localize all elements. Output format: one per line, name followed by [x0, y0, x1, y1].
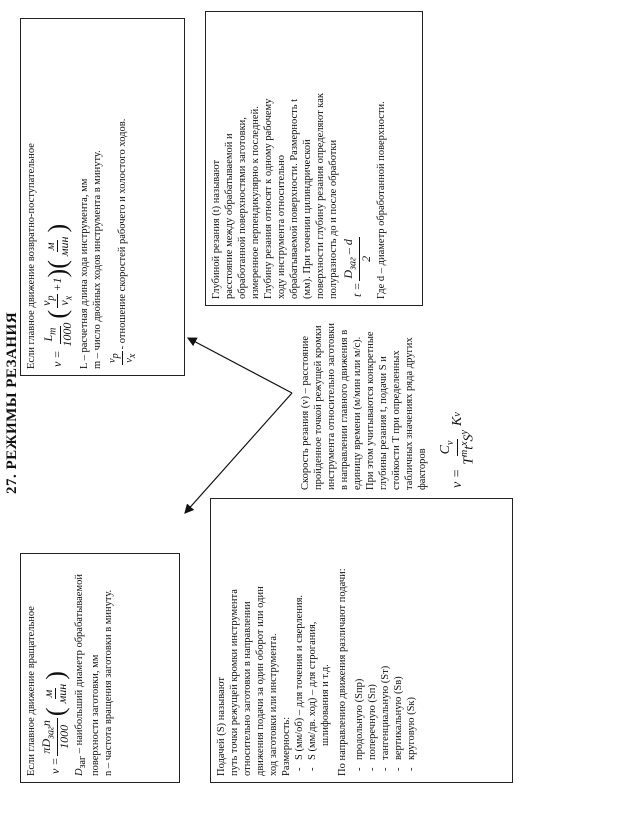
def-d-text: – наибольший диаметр обрабатываемой поверхности заготовки, мм [74, 574, 102, 776]
def-l: L – расчетная длина хода инструмента, мм [78, 178, 90, 369]
def-ratio-text: - отношение скоростей рабочего и холостого ходов. [116, 118, 128, 350]
depth-line: полуразность до и после обработки [328, 139, 339, 299]
feed-dims-cont: шлифования и т.д. [320, 664, 331, 746]
speed-line: глубины резания t, подачи S и [378, 356, 389, 490]
fraction-num: C [438, 444, 453, 455]
feed-line: относительно заготовки в направлении [242, 601, 253, 776]
feed-line: движения подачи за один оборот или один [255, 586, 266, 776]
ratio-num-sub: p [45, 295, 57, 301]
den-exp-x: x [458, 441, 470, 446]
den-s: S [461, 434, 477, 442]
feed-line: Размерность: [281, 716, 292, 776]
feed-line: путь точки режущей кромки инструмента [229, 589, 240, 776]
plus-one: +1 [50, 277, 65, 292]
ratio-num: v [39, 300, 53, 306]
arrow-to-reciprocal [188, 338, 292, 393]
depth-line: (мм). При точении цилиндрической [302, 139, 313, 299]
fraction-num-sub: v [444, 440, 456, 445]
list-item: - продольную (Sпр) [353, 505, 366, 760]
reciprocal-motion-box [20, 18, 185, 376]
depth-line: поверхности глубину резания определяют как [315, 92, 326, 299]
fraction [40, 718, 71, 756]
speed-line: Скорость резания (v) – расстояние [300, 336, 311, 490]
list-item: - круговую (Sк) [405, 505, 418, 760]
arrow-to-rotational [185, 393, 292, 513]
def-ratio-num: v [106, 358, 118, 363]
ratio-fraction [40, 294, 76, 308]
depth-line: обрабатываемой поверхности. Размерность t [289, 98, 300, 299]
speed-formula [439, 295, 475, 488]
page-title: 27. РЕЖИМЫ РЕЗАНИЯ [4, 311, 20, 495]
formula-t: t = [350, 282, 365, 297]
fraction-num: πD [39, 738, 53, 754]
list-item: - S (мм/об) – для точения и сверления. [293, 505, 306, 760]
unit-fraction [44, 234, 71, 258]
feed-box [210, 498, 513, 783]
fraction [342, 237, 373, 280]
feed-line: Подачей (S) называют [216, 676, 227, 776]
def-n: n – частота вращения заготовки в минуту. [103, 589, 115, 776]
fraction-num-sub: m [47, 327, 59, 335]
fraction-num-tail: – d [341, 239, 355, 255]
def-d [73, 560, 102, 776]
def-d-sym: D [74, 768, 86, 776]
def-ratio [106, 25, 139, 367]
def-d-finished: Где d – диаметр обработанной поверхности. [376, 101, 388, 299]
formula-k: K [449, 416, 465, 426]
rotational-formula: v = $\pi D_{заг}n$ 1000 ( м мин ) [39, 671, 72, 774]
list-item: - вертикальную (Sв) [392, 505, 405, 760]
depth-line: Глубиной резания (t) называют [211, 159, 222, 299]
depth-line: Глубину резания относят к одному рабочему [263, 98, 274, 299]
speed-line: единицу времени (м/мин или м/с). [352, 336, 363, 490]
den-exp-m: m [458, 449, 470, 458]
fraction-num: D [341, 269, 355, 279]
def-m: m – число двойных ходов инструмента в минуту. [91, 150, 103, 369]
reciprocal-intro: Если главное движение возвратно-поступательное [26, 143, 37, 369]
rotational-intro: Если главное движение вращательное [26, 606, 37, 776]
fraction-den: 1000 [59, 322, 74, 347]
def-ratio-den-sub: x [126, 353, 138, 359]
feed-directions-intro: По направлению движения различают подачи: [337, 568, 348, 776]
speed-line: инструмента относительно заготовки [326, 323, 337, 490]
formula-v: v = [50, 350, 65, 367]
den-t-upper: T [461, 457, 477, 465]
depth-box [205, 11, 423, 306]
fraction-num-sub: заг [347, 257, 359, 270]
speed-line: При этом учитываются конкретные [365, 331, 376, 490]
list-item: - поперечную (Sп) [366, 505, 379, 760]
ratio-den: v [57, 300, 72, 306]
formula-v: v = [48, 757, 63, 774]
unit-fraction [42, 682, 69, 706]
def-ratio-fraction [106, 351, 139, 365]
formula-k-sub: v [451, 412, 463, 417]
def-ratio-num-sub: p [109, 353, 121, 359]
def-ratio-den: v [123, 358, 135, 363]
list-item: - S (мм/дв. ход) – для строгания, [306, 505, 319, 760]
reciprocal-formula: v = $L_m$ 1000 ( $v_p$ $v_x$ +1 ) ( м мин ) [39, 223, 75, 367]
fraction-den: 2 [359, 255, 374, 262]
fraction-num: L [41, 334, 56, 342]
fraction-den: 1000 [57, 724, 72, 749]
def-d-sub: заг [77, 755, 89, 769]
speed-box [295, 289, 510, 496]
unit-den: мин [55, 683, 70, 704]
speed-line: стойкости T при определенных [391, 350, 402, 490]
unit-num: м [41, 689, 56, 698]
rotational-motion-box [20, 553, 180, 783]
depth-line: измеренное перпендикулярно к последней. [250, 106, 261, 299]
depth-line: обработанной поверхностями заготовки, [237, 117, 248, 299]
speed-line: в направлении главного движения в [339, 329, 350, 490]
feed-dims-list [293, 505, 319, 776]
depth-line: ходу инструмента относительно [276, 154, 287, 299]
den-exp-y: y [458, 430, 470, 435]
ratio-den-sub: x [63, 295, 75, 301]
den-t: t [461, 445, 477, 450]
speed-line: табличных значениях ряда других [404, 337, 415, 490]
fraction [439, 428, 475, 467]
unit-num: м [43, 242, 58, 251]
unit-den: мин [57, 236, 72, 257]
speed-line: пройденное точкой режущей кромки [313, 325, 324, 490]
speed-line: факторов [417, 448, 428, 490]
fraction [42, 321, 73, 349]
fraction-num-tail: n [39, 720, 53, 727]
fraction-num-sub: заг [45, 726, 57, 739]
depth-formula [342, 18, 373, 297]
feed-directions-list [353, 505, 418, 776]
formula-v: v = [449, 468, 465, 488]
list-item: - тангенциальную (Sт) [379, 505, 392, 760]
depth-line: расстояние между обрабатываемой и [224, 133, 235, 299]
feed-line: ход заготовки или инструмента. [268, 633, 279, 776]
